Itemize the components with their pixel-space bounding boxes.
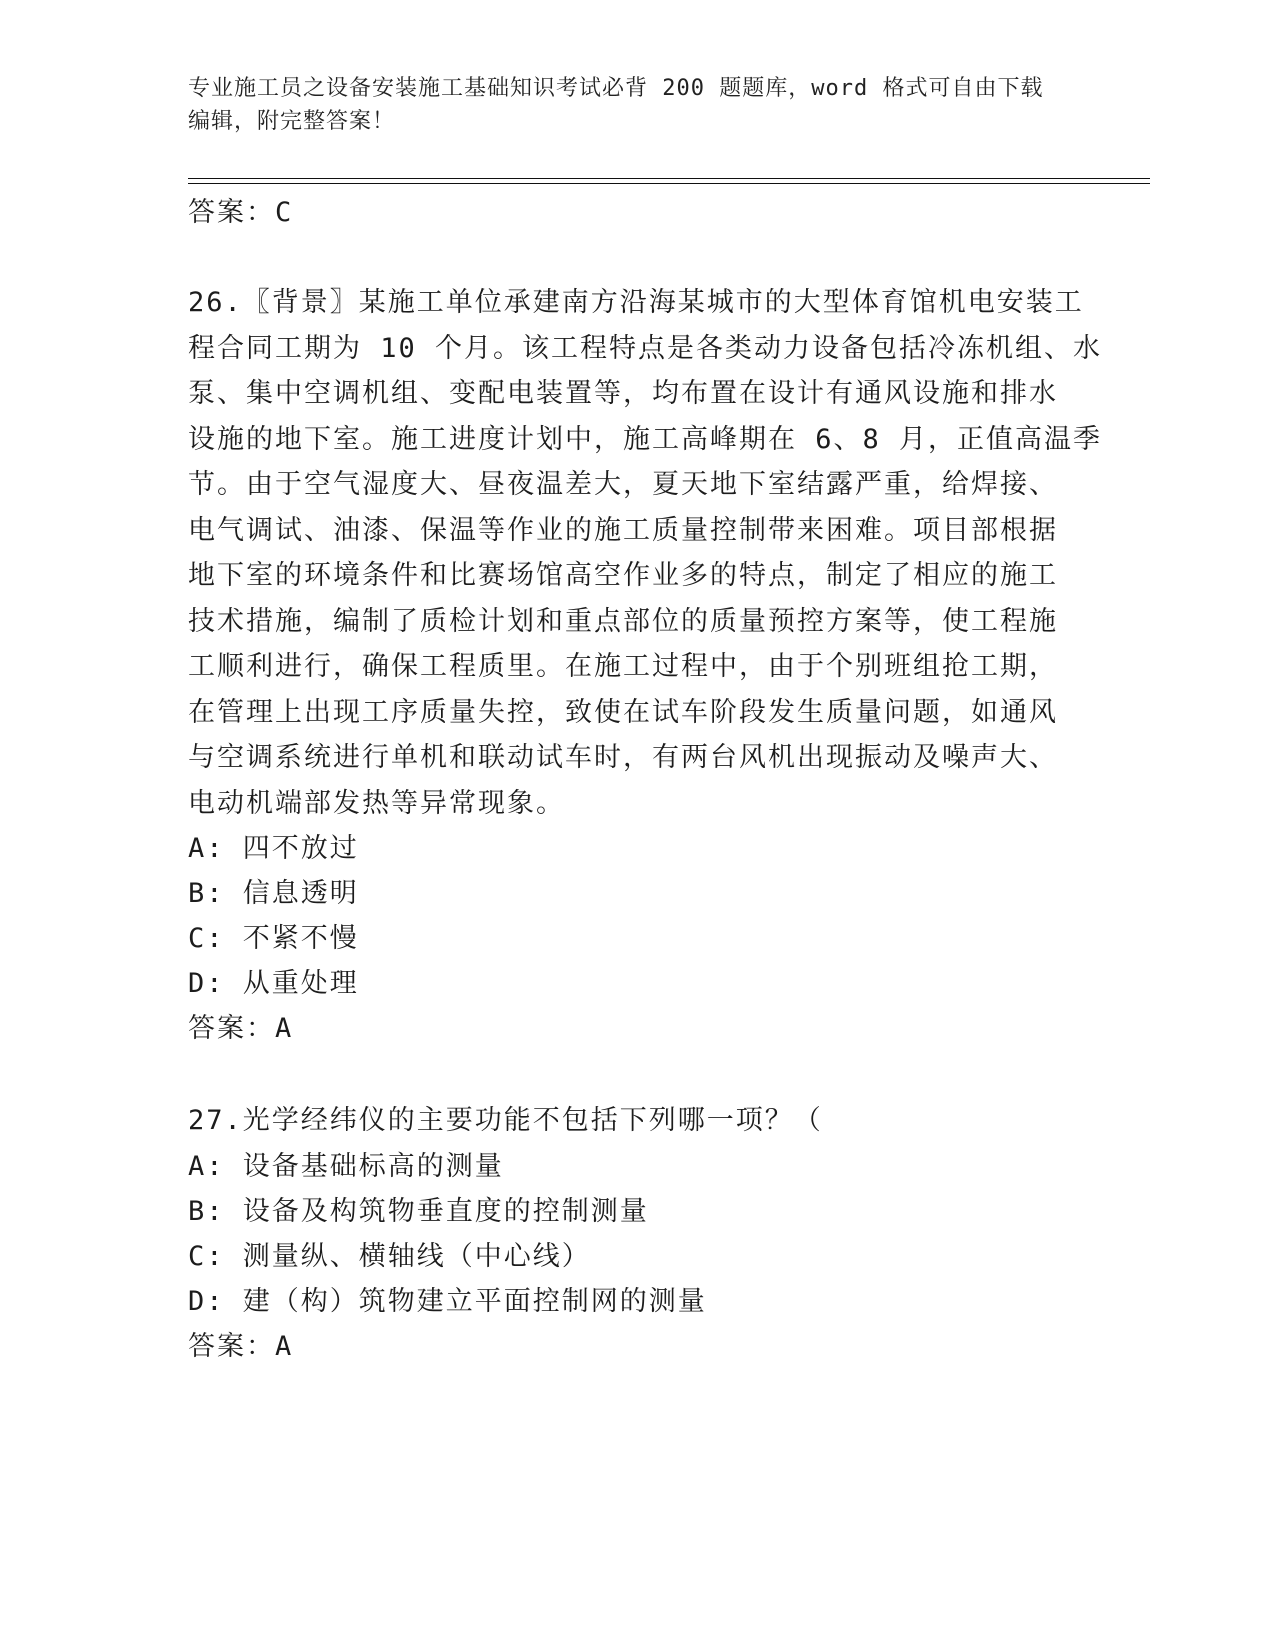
question-27: 27.光学经纬仪的主要功能不包括下列哪一项？（ <box>188 1105 823 1136</box>
question-26-option-c: C: 不紧不慢 <box>188 923 359 954</box>
question-27-option-b: B: 设备及构筑物垂直度的控制测量 <box>188 1196 649 1227</box>
question-26-line: 在管理上出现工序质量失控，致使在试车阶段发生质量问题，如通风 <box>188 696 1058 728</box>
question-26-line: 电动机端部发热等异常现象。 <box>188 787 565 819</box>
header-line-2: 编辑，附完整答案！ <box>188 109 396 134</box>
document-body <box>188 190 1103 1370</box>
question-26-line: 技术措施，编制了质检计划和重点部位的质量预控方案等，使工程施 <box>188 605 1058 637</box>
document-header <box>188 72 1088 138</box>
question-26-line: 泵、集中空调机组、变配电装置等，均布置在设计有通风设施和排水 <box>188 378 1058 409</box>
spacer <box>188 1052 1088 1098</box>
previous-answer: 答案：C <box>188 197 294 228</box>
question-26 <box>188 280 1103 826</box>
question-27-option-a: A: 设备基础标高的测量 <box>188 1151 504 1182</box>
question-27-answer: 答案：A <box>188 1331 294 1362</box>
question-26-line: 地下室的环境条件和比赛场馆高空作业多的特点，制定了相应的施工 <box>188 560 1058 591</box>
question-26-line: 设施的地下室。施工进度计划中，施工高峰期在 6、8 月，正值高温季 <box>188 423 1103 455</box>
question-26-line: 程合同工期为 10 个月。该工程特点是各类动力设备包括冷冻机组、水 <box>188 332 1103 364</box>
question-26-line: 电气调试、油漆、保温等作业的施工质量控制带来困难。项目部根据 <box>188 514 1058 546</box>
question-26-option-d: D: 从重处理 <box>188 968 359 999</box>
question-26-option-b: B: 信息透明 <box>188 878 359 909</box>
question-26-line: 工顺利进行，确保工程质里。在施工过程中，由于个别班组抢工期， <box>188 651 1058 682</box>
question-27-option-d: D: 建（构）筑物建立平面控制网的测量 <box>188 1286 707 1317</box>
question-26-line: 与空调系统进行单机和联动试车时，有两台风机出现振动及噪声大、 <box>188 742 1058 773</box>
question-26-line: 节。由于空气湿度大、昼夜温差大，夏天地下室结露严重，给焊接、 <box>188 469 1058 500</box>
header-divider-top <box>188 178 1150 179</box>
question-26-answer: 答案：A <box>188 1013 294 1044</box>
question-27-option-c: C: 测量纵、横轴线（中心线） <box>188 1241 591 1272</box>
header-line-1: 专业施工员之设备安装施工基础知识考试必背 200 题题库，word 格式可自由下载 <box>188 76 1044 101</box>
header-divider-bottom <box>188 183 1150 184</box>
question-26-line: 26.〖背景〗某施工单位承建南方沿海某城市的大型体育馆机电安装工 <box>188 287 1084 318</box>
question-26-option-a: A: 四不放过 <box>188 833 359 864</box>
spacer <box>188 236 1088 280</box>
